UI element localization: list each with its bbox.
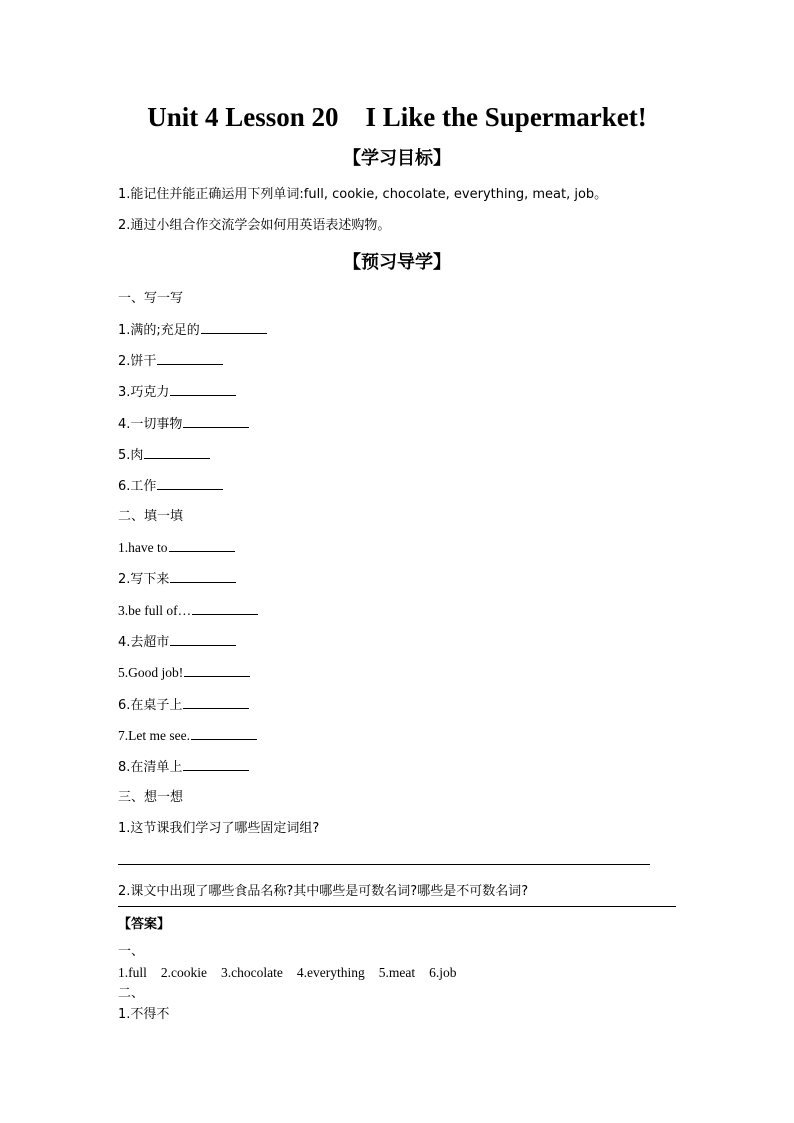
part2-item-5: 5.Good job! bbox=[118, 664, 250, 683]
part1-item-4: 4.一切事物 bbox=[118, 415, 249, 434]
part3-heading: 三、想一想 bbox=[118, 790, 184, 805]
answer-item: 6.job bbox=[429, 965, 457, 980]
part2-item-6: 6.在桌子上 bbox=[118, 696, 249, 715]
answer-item: 2.cookie bbox=[160, 965, 207, 980]
answer-line bbox=[118, 906, 676, 907]
part2-item-1: 1.have to bbox=[118, 539, 235, 558]
answers-part1-row bbox=[118, 964, 470, 982]
part2-item-4: 4.去超市 bbox=[118, 633, 236, 652]
answer-item: 4.everything bbox=[296, 965, 365, 980]
part1-heading: 一、写一写 bbox=[118, 291, 184, 306]
part1-item-1: 1.满的;充足的 bbox=[118, 321, 267, 340]
answer-item: 5.meat bbox=[378, 965, 416, 980]
answer-blank bbox=[183, 758, 249, 771]
answer-blank bbox=[183, 415, 249, 428]
answer-blank bbox=[169, 539, 235, 552]
answer-blank bbox=[184, 664, 250, 677]
part3-question-2: 2.课文中出现了哪些食品名称?其中哪些是可数名词?哪些是不可数名词? bbox=[118, 884, 529, 899]
answer-blank bbox=[157, 477, 223, 490]
part2-item-2: 2.写下来 bbox=[118, 570, 236, 589]
answer-item: 3.chocolate bbox=[221, 965, 283, 980]
part1-item-3: 3.巧克力 bbox=[118, 383, 236, 402]
answer-blank bbox=[192, 602, 258, 615]
answers-part2-item-1: 1.不得不 bbox=[118, 1007, 170, 1022]
preview-heading: 【预习导学】 bbox=[343, 252, 451, 273]
part1-item-5: 5.肉 bbox=[118, 446, 210, 465]
part2-heading: 二、填一填 bbox=[118, 509, 184, 524]
answer-blank bbox=[191, 727, 257, 740]
goals-heading: 【学习目标】 bbox=[343, 148, 451, 169]
part1-item-6: 6.工作 bbox=[118, 477, 223, 496]
page-title: Unit 4 Lesson 20 I Like the Supermarket! bbox=[147, 102, 647, 132]
part2-item-8: 8.在清单上 bbox=[118, 758, 249, 777]
part1-item-2: 2.饼干 bbox=[118, 352, 223, 371]
answers-heading: 【答案】 bbox=[118, 917, 171, 932]
answer-blank bbox=[170, 570, 236, 583]
answer-blank bbox=[157, 352, 223, 365]
part2-item-3: 3.be full of… bbox=[118, 602, 258, 621]
answer-line bbox=[118, 864, 650, 865]
goal-item-1: 1.能记住并能正确运用下列单词:full, cookie, chocolate, everything, meat, job。 bbox=[118, 187, 608, 202]
answers-part1-label: 一、 bbox=[118, 944, 145, 959]
answer-blank bbox=[170, 633, 236, 646]
answer-blank bbox=[183, 696, 249, 709]
part2-item-7: 7.Let me see. bbox=[118, 727, 257, 746]
answers-part2-label: 二、 bbox=[118, 986, 145, 1001]
answer-blank bbox=[144, 446, 210, 459]
answer-item: 1.full bbox=[118, 965, 147, 980]
part3-question-1: 1.这节课我们学习了哪些固定词组? bbox=[118, 821, 320, 836]
answer-blank bbox=[201, 321, 267, 334]
answer-blank bbox=[170, 383, 236, 396]
goal-item-2: 2.通过小组合作交流学会如何用英语表述购物。 bbox=[118, 218, 391, 233]
